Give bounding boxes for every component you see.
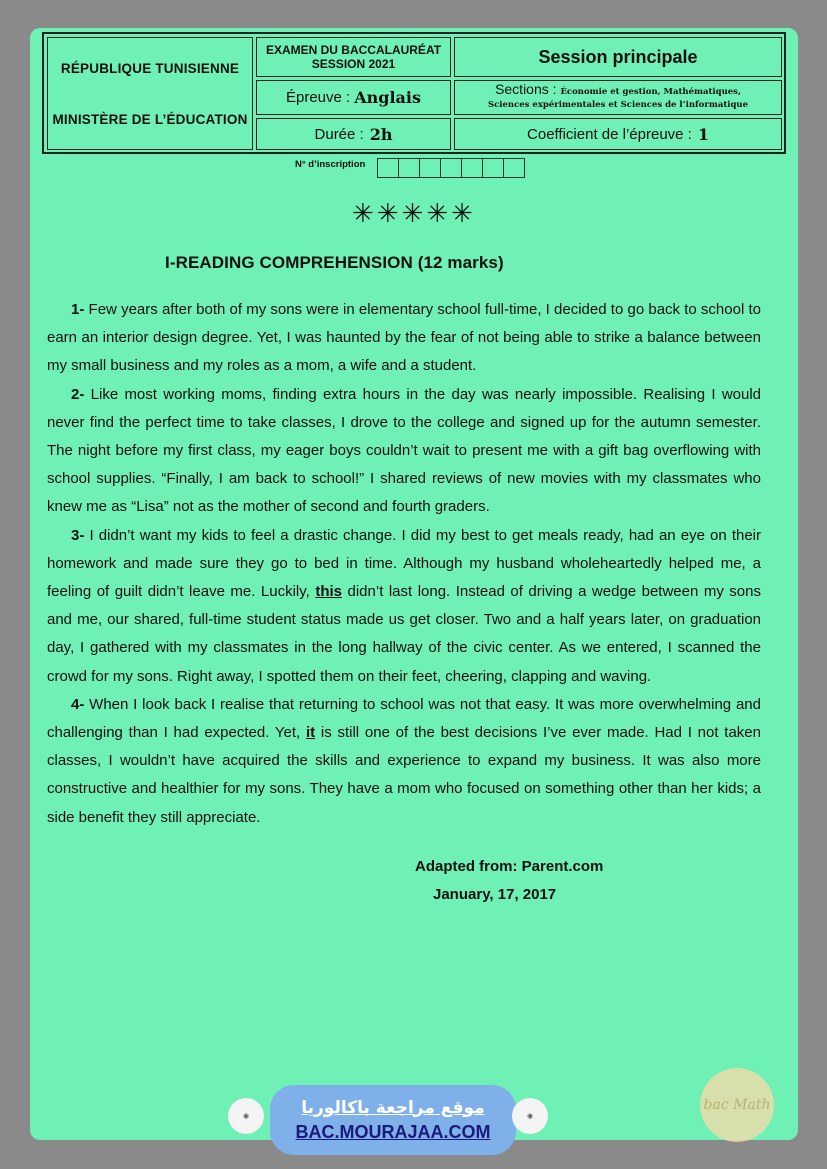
paragraph-1 xyxy=(47,296,761,381)
subject-value: Anglais xyxy=(354,88,421,107)
inscription-box[interactable] xyxy=(482,158,504,178)
coefficient-cell xyxy=(454,118,782,150)
duration-cell xyxy=(256,118,451,150)
duration-value: 2h xyxy=(369,124,393,144)
coefficient-label: Coefficient de l’épreuve : xyxy=(527,125,692,143)
paragraph-number: 3- xyxy=(71,526,85,544)
sections-list-2: Sciences expérimentales et Sciences de l’informatique xyxy=(487,100,749,110)
inscription-box[interactable] xyxy=(440,158,462,178)
sections-list-1: Économie et gestion, Mathématiques, xyxy=(560,87,741,97)
site-banner[interactable] xyxy=(270,1085,516,1155)
inscription-boxes[interactable] xyxy=(378,158,525,178)
inscription-box[interactable] xyxy=(398,158,420,178)
exam-title: EXAMEN DU BACCALAURÉAT xyxy=(265,43,442,57)
paragraph-3 xyxy=(47,522,761,691)
paragraph-text: is still one of the best decisions I’ve ever made. Had I not taken classes, I wouldn’t have acquired the skills and experience to expand my business. It was also more constructive and healthier for my sons. They have a mom who focused on something other than her kids; a side benefit they still appreciate. xyxy=(47,724,761,826)
inscription-box[interactable] xyxy=(377,158,399,178)
subject-cell xyxy=(256,80,451,115)
site-logo-icon: ◉ xyxy=(512,1098,548,1134)
stars-divider: ✳✳✳✳✳ xyxy=(352,198,476,228)
paragraph-text: I didn’t want my kids to feel a drastic change. I did my best to get meals ready, had an eye on their homework and made sure they go to bed in time. Although my husband wholeheartedly helped me, a feeling of guilt didn’t leave me. Luckily, xyxy=(47,526,761,601)
site-logo-icon: ◉ xyxy=(228,1098,264,1134)
inscription-box[interactable] xyxy=(503,158,525,178)
paragraph-text: didn’t last long. Instead of driving a wedge between my sons and me, our shared, full-time student status made us get closer. Two and a half years later, on graduation day, I gathered with my classmates in the long hallway of the civic center. As we entered, I scanned the crowd for my sons. Right away, I spotted them on their feet, cheering, clapping and waving. xyxy=(47,583,761,685)
exam-session-year: SESSION 2021 xyxy=(311,57,396,71)
paragraph-text: When I look back I realise that returning to school was not that easy. It was more overwhelming and challenging than I had expected. Yet, xyxy=(47,695,761,742)
subject-label: Épreuve : xyxy=(286,89,351,106)
session-cell xyxy=(454,37,782,77)
inscription-box[interactable] xyxy=(419,158,441,178)
reading-text xyxy=(47,296,761,832)
banner-arabic-text[interactable]: موقع مراجعة باكالوريا xyxy=(301,1097,485,1118)
underlined-reference-word: it xyxy=(305,724,316,742)
paragraph-text: Few years after both of my sons were in elementary school full-time, I decided to go back to school to earn an interior design degree. Yet, I was haunted by the fear of not being able to strike a balance between my small business and my roles as a mom, a wife and a student. xyxy=(47,301,761,375)
source-date: January, 17, 2017 xyxy=(433,886,557,903)
coefficient-value: 1 xyxy=(697,124,709,144)
exam-title-cell xyxy=(256,37,451,77)
ministry-name: MINISTÈRE DE L’ÉDUCATION xyxy=(52,111,248,127)
header-table xyxy=(42,32,786,154)
duration-label: Durée : xyxy=(314,125,364,143)
source-credit: Adapted from: Parent.com xyxy=(415,858,604,875)
header-authority-cell xyxy=(47,37,253,150)
sections-cell xyxy=(454,80,782,115)
inscription-label: N° d’inscription xyxy=(295,159,366,170)
inscription-box[interactable] xyxy=(461,158,483,178)
paragraph-2 xyxy=(47,381,761,522)
banner-site-link[interactable]: BAC.MOURAJAA.COM xyxy=(295,1121,491,1142)
underlined-reference-word: this xyxy=(315,583,342,601)
country-name: RÉPUBLIQUE TUNISIENNE xyxy=(60,60,240,76)
paragraph-4 xyxy=(47,691,761,832)
paragraph-number: 4- xyxy=(71,695,85,713)
bac-math-watermark: bac Math xyxy=(700,1068,774,1142)
session-name: Session principale xyxy=(538,46,698,67)
paragraph-text: Like most working moms, finding extra hours in the day was nearly impossible. Realising I would never find the perfect time to take classes, I drove to the college and signed up for the autumn semester. The night before my first class, my eager boys couldn’t wait to present me with a gift bag overflowing with school supplies. “Finally, I am back to school!” I shared reviews of new movies with my classmates who knew me as “Lisa” not as the mother of second and fourth graders. xyxy=(47,385,762,516)
exam-page xyxy=(30,28,798,1140)
sections-label: Sections : xyxy=(495,81,557,97)
paragraph-number: 1- xyxy=(71,301,85,318)
section-title: I-READING COMPREHENSION (12 marks) xyxy=(165,253,504,272)
paragraph-number: 2- xyxy=(71,385,85,403)
